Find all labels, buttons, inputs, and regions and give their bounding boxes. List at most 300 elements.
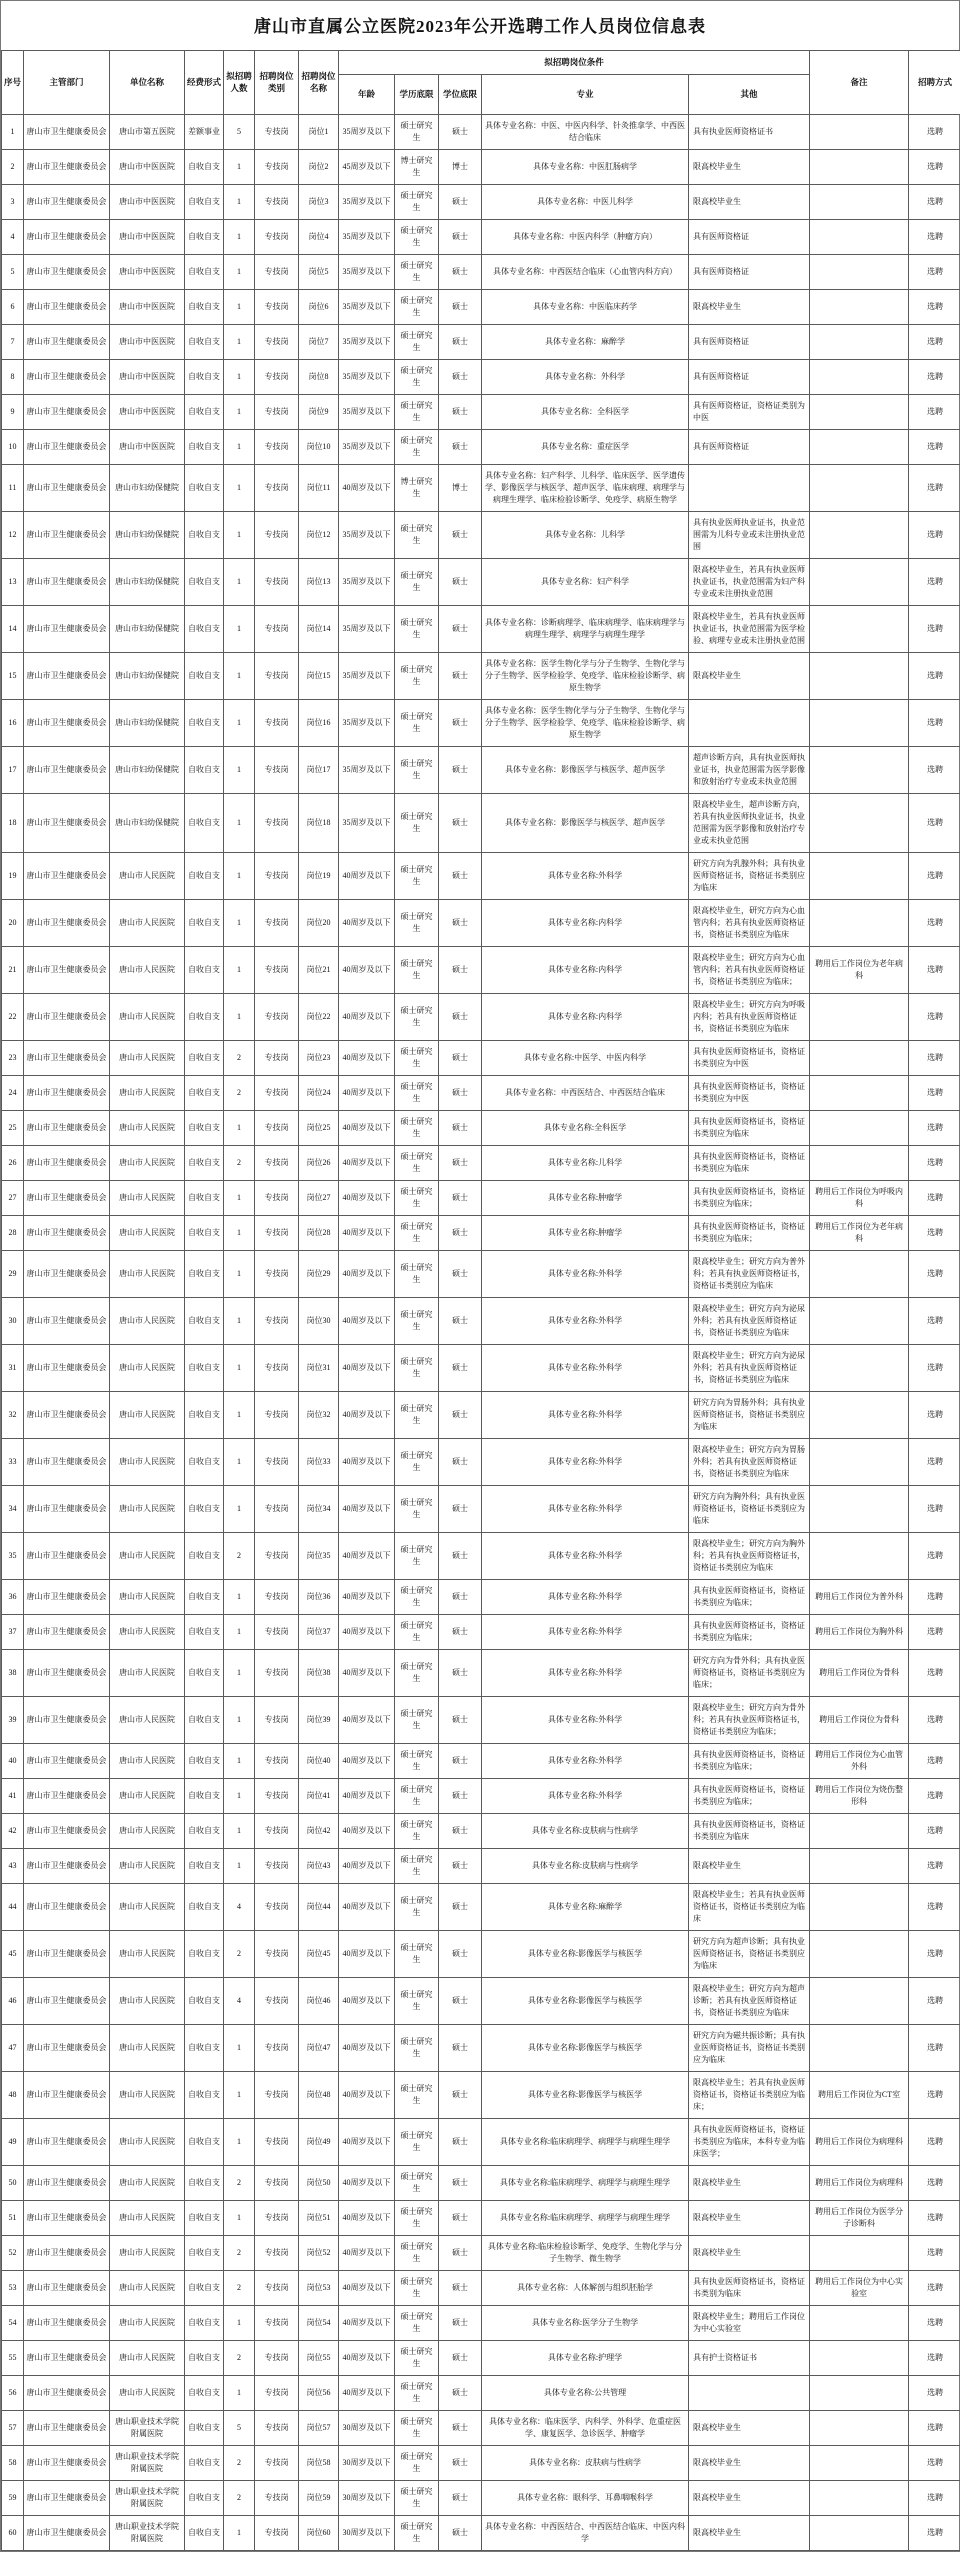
- cell-category: 专技岗: [255, 429, 299, 464]
- cell-unit: 唐山职业技术学院附属医院: [110, 2445, 185, 2480]
- cell-count: 2: [224, 2480, 255, 2515]
- cell-count: 2: [224, 1075, 255, 1110]
- cell-unit: 唐山市人民医院: [110, 1344, 185, 1391]
- cell-count: 1: [224, 429, 255, 464]
- cell-method: 选聘: [909, 558, 960, 605]
- table-row: [2, 2118, 960, 2165]
- cell-department: 唐山市卫生健康委员会: [24, 2270, 110, 2305]
- cell-method: 选聘: [909, 1696, 960, 1743]
- cell-age: 40周岁及以下: [339, 1696, 395, 1743]
- cell-category: 专技岗: [255, 219, 299, 254]
- cell-no: 51: [2, 2200, 24, 2235]
- cell-post: 岗位59: [299, 2480, 339, 2515]
- cell-major: 具体专业名称:临床病理学、病理学与病理生理学: [482, 2165, 689, 2200]
- cell-degree: 硕士: [439, 324, 482, 359]
- cell-age: 35周岁及以下: [339, 254, 395, 289]
- cell-education: 硕士研究生: [395, 1579, 439, 1614]
- cell-method: 选聘: [909, 2375, 960, 2410]
- cell-major: 具体专业名称：影像医学与核医学、超声医学: [482, 793, 689, 852]
- cell-education: 硕士研究生: [395, 2305, 439, 2340]
- cell-note: 聘用后工作岗位为心血管外科: [810, 1743, 909, 1778]
- cell-education: 硕士研究生: [395, 746, 439, 793]
- cell-department: 唐山市卫生健康委员会: [24, 2118, 110, 2165]
- cell-count: 1: [224, 2515, 255, 2550]
- cell-education: 硕士研究生: [395, 1532, 439, 1579]
- cell-no: 49: [2, 2118, 24, 2165]
- cell-department: 唐山市卫生健康委员会: [24, 1696, 110, 1743]
- cell-degree: 硕士: [439, 993, 482, 1040]
- cell-degree: 硕士: [439, 1438, 482, 1485]
- cell-education: 硕士研究生: [395, 558, 439, 605]
- cell-no: 25: [2, 1110, 24, 1145]
- cell-post: 岗位40: [299, 1743, 339, 1778]
- cell-fund: 自收自支: [185, 1649, 224, 1696]
- cell-degree: 硕士: [439, 359, 482, 394]
- col-header-no: 序号: [2, 51, 24, 115]
- cell-count: 1: [224, 1778, 255, 1813]
- cell-fund: 自收自支: [185, 899, 224, 946]
- cell-note: [810, 289, 909, 324]
- cell-other: 具有医师资格证: [689, 254, 810, 289]
- cell-age: 45周岁及以下: [339, 149, 395, 184]
- cell-category: 专技岗: [255, 558, 299, 605]
- table-row: [2, 1977, 960, 2024]
- cell-no: 18: [2, 793, 24, 852]
- cell-major: 具体专业名称:外科学: [482, 1485, 689, 1532]
- cell-unit: 唐山市妇幼保健院: [110, 746, 185, 793]
- cell-education: 硕士研究生: [395, 1614, 439, 1649]
- cell-department: 唐山市卫生健康委员会: [24, 1485, 110, 1532]
- cell-other: 限高校毕业生: [689, 2480, 810, 2515]
- cell-category: 专技岗: [255, 149, 299, 184]
- cell-fund: 自收自支: [185, 1930, 224, 1977]
- cell-department: 唐山市卫生健康委员会: [24, 1649, 110, 1696]
- cell-education: 硕士研究生: [395, 946, 439, 993]
- cell-post: 岗位20: [299, 899, 339, 946]
- cell-other: 具有医师资格证: [689, 429, 810, 464]
- cell-count: 1: [224, 254, 255, 289]
- cell-count: 1: [224, 746, 255, 793]
- cell-age: 40周岁及以下: [339, 2235, 395, 2270]
- cell-degree: 硕士: [439, 2515, 482, 2550]
- cell-category: 专技岗: [255, 1040, 299, 1075]
- cell-no: 37: [2, 1614, 24, 1649]
- cell-method: 选聘: [909, 1579, 960, 1614]
- cell-method: 选聘: [909, 359, 960, 394]
- cell-department: 唐山市卫生健康委员会: [24, 1977, 110, 2024]
- table-row: [2, 2515, 960, 2550]
- cell-education: 硕士研究生: [395, 1075, 439, 1110]
- cell-unit: 唐山市中医医院: [110, 289, 185, 324]
- cell-category: 专技岗: [255, 1215, 299, 1250]
- cell-major: 具体专业名称:外科学: [482, 1579, 689, 1614]
- table-row: [2, 149, 960, 184]
- cell-method: 选聘: [909, 1180, 960, 1215]
- cell-major: 具体专业名称：中医肛肠病学: [482, 149, 689, 184]
- cell-other: 具有执业医师资格证书，资格证书类别应为临床: [689, 1145, 810, 1180]
- cell-count: 1: [224, 2200, 255, 2235]
- cell-post: 岗位37: [299, 1614, 339, 1649]
- cell-post: 岗位1: [299, 114, 339, 149]
- cell-major: 具体专业名称:外科学: [482, 1743, 689, 1778]
- table-row: [2, 1532, 960, 1579]
- cell-department: 唐山市卫生健康委员会: [24, 2480, 110, 2515]
- col-header-other: 其他: [689, 74, 810, 114]
- cell-method: 选聘: [909, 149, 960, 184]
- cell-degree: 博士: [439, 464, 482, 511]
- cell-method: 选聘: [909, 746, 960, 793]
- cell-post: 岗位34: [299, 1485, 339, 1532]
- cell-count: 1: [224, 793, 255, 852]
- cell-count: 1: [224, 852, 255, 899]
- cell-note: [810, 852, 909, 899]
- cell-fund: 自收自支: [185, 1075, 224, 1110]
- cell-degree: 硕士: [439, 1930, 482, 1977]
- cell-degree: 硕士: [439, 1579, 482, 1614]
- cell-department: 唐山市卫生健康委员会: [24, 1438, 110, 1485]
- cell-note: [810, 511, 909, 558]
- cell-category: 专技岗: [255, 1485, 299, 1532]
- table-row: [2, 605, 960, 652]
- table-row: [2, 1040, 960, 1075]
- cell-age: 35周岁及以下: [339, 605, 395, 652]
- cell-major: 具体专业名称：中医临床药学: [482, 289, 689, 324]
- cell-degree: 硕士: [439, 1391, 482, 1438]
- cell-no: 14: [2, 605, 24, 652]
- cell-no: 59: [2, 2480, 24, 2515]
- cell-no: 57: [2, 2410, 24, 2445]
- cell-count: 1: [224, 184, 255, 219]
- cell-department: 唐山市卫生健康委员会: [24, 1250, 110, 1297]
- cell-degree: 硕士: [439, 1743, 482, 1778]
- cell-other: 具有医师资格证: [689, 219, 810, 254]
- cell-no: 3: [2, 184, 24, 219]
- cell-degree: 硕士: [439, 1075, 482, 1110]
- cell-department: 唐山市卫生健康委员会: [24, 2375, 110, 2410]
- cell-department: 唐山市卫生健康委员会: [24, 2445, 110, 2480]
- cell-post: 岗位38: [299, 1649, 339, 1696]
- cell-degree: 硕士: [439, 2270, 482, 2305]
- cell-no: 43: [2, 1848, 24, 1883]
- cell-note: [810, 1075, 909, 1110]
- cell-age: 40周岁及以下: [339, 1180, 395, 1215]
- cell-other: 具有执业医师资格证书，资格证书类别应为临床；: [689, 1579, 810, 1614]
- cell-education: 硕士研究生: [395, 1848, 439, 1883]
- col-header-major: 专业: [482, 74, 689, 114]
- cell-degree: 硕士: [439, 184, 482, 219]
- cell-age: 40周岁及以下: [339, 1977, 395, 2024]
- cell-major: 具体专业名称：中西医结合临床（心血管内科方向）: [482, 254, 689, 289]
- col-header-education: 学历底限: [395, 74, 439, 114]
- cell-unit: 唐山市人民医院: [110, 1215, 185, 1250]
- cell-method: 选聘: [909, 652, 960, 699]
- cell-education: 硕士研究生: [395, 1297, 439, 1344]
- table-row: [2, 2445, 960, 2480]
- cell-age: 30周岁及以下: [339, 2410, 395, 2445]
- cell-fund: 自收自支: [185, 1180, 224, 1215]
- cell-post: 岗位7: [299, 324, 339, 359]
- cell-method: 选聘: [909, 899, 960, 946]
- cell-other: 具有执业医师资格证书，资格证书类别应为临床，本科专业为临床医学；: [689, 2118, 810, 2165]
- cell-fund: 自收自支: [185, 2200, 224, 2235]
- cell-education: 硕士研究生: [395, 1696, 439, 1743]
- cell-department: 唐山市卫生健康委员会: [24, 2024, 110, 2071]
- table-row: [2, 2375, 960, 2410]
- cell-age: 40周岁及以下: [339, 852, 395, 899]
- cell-fund: 自收自支: [185, 1110, 224, 1145]
- cell-major: 具体专业名称：儿科学: [482, 511, 689, 558]
- cell-post: 岗位26: [299, 1145, 339, 1180]
- cell-major: 具体专业名称:影像医学与核医学: [482, 1977, 689, 2024]
- cell-age: 40周岁及以下: [339, 1883, 395, 1930]
- table-row: [2, 558, 960, 605]
- cell-degree: 硕士: [439, 1883, 482, 1930]
- cell-age: 40周岁及以下: [339, 2305, 395, 2340]
- col-header-category: 招聘岗位类别: [255, 51, 299, 115]
- cell-method: 选聘: [909, 184, 960, 219]
- cell-other: 具有医师资格证，资格证类别为中医: [689, 394, 810, 429]
- table-row: [2, 1883, 960, 1930]
- cell-category: 专技岗: [255, 1579, 299, 1614]
- cell-major: 具体专业名称：医学生物化学与分子生物学、生物化学与分子生物学、医学检验学、免疫学、临床检验诊断学、病原生物学: [482, 699, 689, 746]
- cell-unit: 唐山市人民医院: [110, 2270, 185, 2305]
- cell-major: 具体专业名称:临床病理学、病理学与病理生理学: [482, 2200, 689, 2235]
- cell-post: 岗位15: [299, 652, 339, 699]
- cell-no: 27: [2, 1180, 24, 1215]
- cell-unit: 唐山市人民医院: [110, 1696, 185, 1743]
- cell-post: 岗位22: [299, 993, 339, 1040]
- cell-degree: 硕士: [439, 746, 482, 793]
- cell-education: 硕士研究生: [395, 394, 439, 429]
- cell-category: 专技岗: [255, 2071, 299, 2118]
- cell-category: 专技岗: [255, 1180, 299, 1215]
- cell-category: 专技岗: [255, 2445, 299, 2480]
- cell-degree: 硕士: [439, 652, 482, 699]
- cell-age: 40周岁及以下: [339, 1813, 395, 1848]
- cell-unit: 唐山市人民医院: [110, 2235, 185, 2270]
- cell-category: 专技岗: [255, 1778, 299, 1813]
- cell-category: 专技岗: [255, 2165, 299, 2200]
- cell-fund: 自收自支: [185, 1778, 224, 1813]
- cell-no: 50: [2, 2165, 24, 2200]
- cell-fund: 自收自支: [185, 852, 224, 899]
- cell-age: 35周岁及以下: [339, 652, 395, 699]
- cell-post: 岗位13: [299, 558, 339, 605]
- cell-unit: 唐山市中医医院: [110, 149, 185, 184]
- cell-major: 具体专业名称:临床病理学、病理学与病理生理学: [482, 2118, 689, 2165]
- cell-note: 聘用后工作岗位为中心实验室: [810, 2270, 909, 2305]
- cell-degree: 硕士: [439, 1778, 482, 1813]
- cell-no: 31: [2, 1344, 24, 1391]
- cell-method: 选聘: [909, 1649, 960, 1696]
- cell-note: [810, 1297, 909, 1344]
- cell-major: 具体专业名称:外科学: [482, 1344, 689, 1391]
- cell-education: 硕士研究生: [395, 1145, 439, 1180]
- cell-education: 硕士研究生: [395, 1977, 439, 2024]
- cell-unit: 唐山市人民医院: [110, 1485, 185, 1532]
- cell-degree: 硕士: [439, 219, 482, 254]
- table-row: [2, 2270, 960, 2305]
- cell-fund: 自收自支: [185, 1215, 224, 1250]
- cell-note: [810, 2340, 909, 2375]
- cell-count: 2: [224, 1930, 255, 1977]
- cell-fund: 自收自支: [185, 1977, 224, 2024]
- cell-post: 岗位28: [299, 1215, 339, 1250]
- cell-fund: 自收自支: [185, 1579, 224, 1614]
- cell-fund: 自收自支: [185, 511, 224, 558]
- cell-education: 硕士研究生: [395, 1391, 439, 1438]
- cell-no: 38: [2, 1649, 24, 1696]
- table-row: [2, 1297, 960, 1344]
- cell-other: 限高校毕业生，若具有执业医师执业证书，执业范围需为妇产科专业或未注册执业范围: [689, 558, 810, 605]
- cell-other: 研究方向为乳腺外科；具有执业医师资格证书，资格证书类别应为临床: [689, 852, 810, 899]
- cell-post: 岗位14: [299, 605, 339, 652]
- cell-fund: 自收自支: [185, 2165, 224, 2200]
- cell-unit: 唐山市中医医院: [110, 184, 185, 219]
- cell-major: 具体专业名称：眼科学、耳鼻咽喉科学: [482, 2480, 689, 2515]
- cell-fund: 自收自支: [185, 1297, 224, 1344]
- cell-unit: 唐山市人民医院: [110, 1977, 185, 2024]
- cell-category: 专技岗: [255, 793, 299, 852]
- col-header-count: 拟招聘人数: [224, 51, 255, 115]
- cell-education: 硕士研究生: [395, 2270, 439, 2305]
- cell-other: 限高校毕业生；研究方向为泌尿外科；若具有执业医师资格证书，资格证书类别应为临床: [689, 1297, 810, 1344]
- cell-note: 聘用后工作岗位为胸外科: [810, 1614, 909, 1649]
- cell-method: 选聘: [909, 1297, 960, 1344]
- cell-fund: 自收自支: [185, 652, 224, 699]
- cell-other: 具有执业医师资格证书，资格证书类别应为临床；: [689, 1215, 810, 1250]
- cell-age: 40周岁及以下: [339, 2165, 395, 2200]
- cell-major: 具体专业名称：中西医结合、中西医结合临床: [482, 1075, 689, 1110]
- cell-degree: 硕士: [439, 429, 482, 464]
- table-row: [2, 324, 960, 359]
- cell-education: 硕士研究生: [395, 2118, 439, 2165]
- cell-age: 35周岁及以下: [339, 793, 395, 852]
- cell-note: [810, 558, 909, 605]
- cell-post: 岗位8: [299, 359, 339, 394]
- cell-fund: 自收自支: [185, 2340, 224, 2375]
- cell-degree: 硕士: [439, 946, 482, 993]
- cell-fund: 自收自支: [185, 1532, 224, 1579]
- cell-note: [810, 652, 909, 699]
- cell-post: 岗位41: [299, 1778, 339, 1813]
- positions-table: [1, 50, 960, 2551]
- cell-age: 40周岁及以下: [339, 1649, 395, 1696]
- cell-fund: 自收自支: [185, 699, 224, 746]
- cell-unit: 唐山市人民医院: [110, 1930, 185, 1977]
- cell-department: 唐山市卫生健康委员会: [24, 1110, 110, 1145]
- cell-other: 具有执业医师资格证书，资格证书类别应为临床；: [689, 1180, 810, 1215]
- cell-department: 唐山市卫生健康委员会: [24, 511, 110, 558]
- cell-note: [810, 993, 909, 1040]
- cell-age: 40周岁及以下: [339, 1485, 395, 1532]
- cell-major: 具体专业名称：中医内科学（肿瘤方向）: [482, 219, 689, 254]
- cell-post: 岗位30: [299, 1297, 339, 1344]
- cell-count: 1: [224, 1250, 255, 1297]
- cell-category: 专技岗: [255, 114, 299, 149]
- cell-fund: 自收自支: [185, 1696, 224, 1743]
- cell-other: 限高校毕业生: [689, 149, 810, 184]
- cell-unit: 唐山市中医医院: [110, 254, 185, 289]
- cell-major: 具体专业名称：临床医学、内科学、外科学、危重症医学、康复医学、急诊医学、肿瘤学: [482, 2410, 689, 2445]
- cell-category: 专技岗: [255, 1532, 299, 1579]
- cell-method: 选聘: [909, 1391, 960, 1438]
- cell-unit: 唐山市人民医院: [110, 1848, 185, 1883]
- table-row: [2, 1075, 960, 1110]
- cell-method: 选聘: [909, 1883, 960, 1930]
- cell-note: [810, 114, 909, 149]
- cell-unit: 唐山市人民医院: [110, 1110, 185, 1145]
- cell-post: 岗位19: [299, 852, 339, 899]
- table-row: [2, 1579, 960, 1614]
- cell-post: 岗位3: [299, 184, 339, 219]
- cell-department: 唐山市卫生健康委员会: [24, 652, 110, 699]
- cell-fund: 自收自支: [185, 324, 224, 359]
- cell-other: 具有执业医师资格证书，资格证书类别应为临床；: [689, 1778, 810, 1813]
- cell-category: 专技岗: [255, 746, 299, 793]
- cell-other: 具有执业医师资格证书，资格证书类别应为中医: [689, 1075, 810, 1110]
- cell-count: 1: [224, 1391, 255, 1438]
- cell-note: 聘用后工作岗位为老年病科: [810, 1215, 909, 1250]
- cell-post: 岗位55: [299, 2340, 339, 2375]
- cell-post: 岗位24: [299, 1075, 339, 1110]
- cell-post: 岗位46: [299, 1977, 339, 2024]
- cell-note: [810, 746, 909, 793]
- cell-major: 具体专业名称:护理学: [482, 2340, 689, 2375]
- col-header-department: 主管部门: [24, 51, 110, 115]
- cell-major: 具体专业名称:皮肤病与性病学: [482, 1813, 689, 1848]
- cell-category: 专技岗: [255, 1344, 299, 1391]
- cell-method: 选聘: [909, 1344, 960, 1391]
- cell-no: 9: [2, 394, 24, 429]
- table-row: [2, 1743, 960, 1778]
- table-row: [2, 2235, 960, 2270]
- cell-category: 专技岗: [255, 1110, 299, 1145]
- cell-department: 唐山市卫生健康委员会: [24, 2235, 110, 2270]
- cell-unit: 唐山市人民医院: [110, 1180, 185, 1215]
- cell-note: [810, 1848, 909, 1883]
- col-header-fund: 经费形式: [185, 51, 224, 115]
- cell-post: 岗位39: [299, 1696, 339, 1743]
- cell-degree: 硕士: [439, 1848, 482, 1883]
- cell-category: 专技岗: [255, 1883, 299, 1930]
- cell-no: 40: [2, 1743, 24, 1778]
- cell-fund: 自收自支: [185, 2410, 224, 2445]
- cell-degree: 硕士: [439, 2165, 482, 2200]
- cell-note: [810, 1883, 909, 1930]
- cell-post: 岗位31: [299, 1344, 339, 1391]
- cell-method: 选聘: [909, 394, 960, 429]
- cell-major: 具体专业名称：中医儿科学: [482, 184, 689, 219]
- cell-fund: 自收自支: [185, 2445, 224, 2480]
- col-header-note: 备注: [810, 51, 909, 115]
- cell-education: 硕士研究生: [395, 289, 439, 324]
- cell-department: 唐山市卫生健康委员会: [24, 2410, 110, 2445]
- cell-other: 具有执业医师资格证书，资格证书类别应为临床；: [689, 1743, 810, 1778]
- cell-fund: 自收自支: [185, 289, 224, 324]
- cell-department: 唐山市卫生健康委员会: [24, 1040, 110, 1075]
- cell-education: 硕士研究生: [395, 2165, 439, 2200]
- cell-other: 研究方向为胸外科；具有执业医师资格证书，资格证书类别应为临床: [689, 1485, 810, 1532]
- cell-method: 选聘: [909, 2270, 960, 2305]
- cell-method: 选聘: [909, 429, 960, 464]
- cell-post: 岗位6: [299, 289, 339, 324]
- cell-method: 选聘: [909, 2445, 960, 2480]
- cell-degree: 硕士: [439, 2200, 482, 2235]
- cell-department: 唐山市卫生健康委员会: [24, 1848, 110, 1883]
- cell-count: 1: [224, 2118, 255, 2165]
- cell-age: 35周岁及以下: [339, 289, 395, 324]
